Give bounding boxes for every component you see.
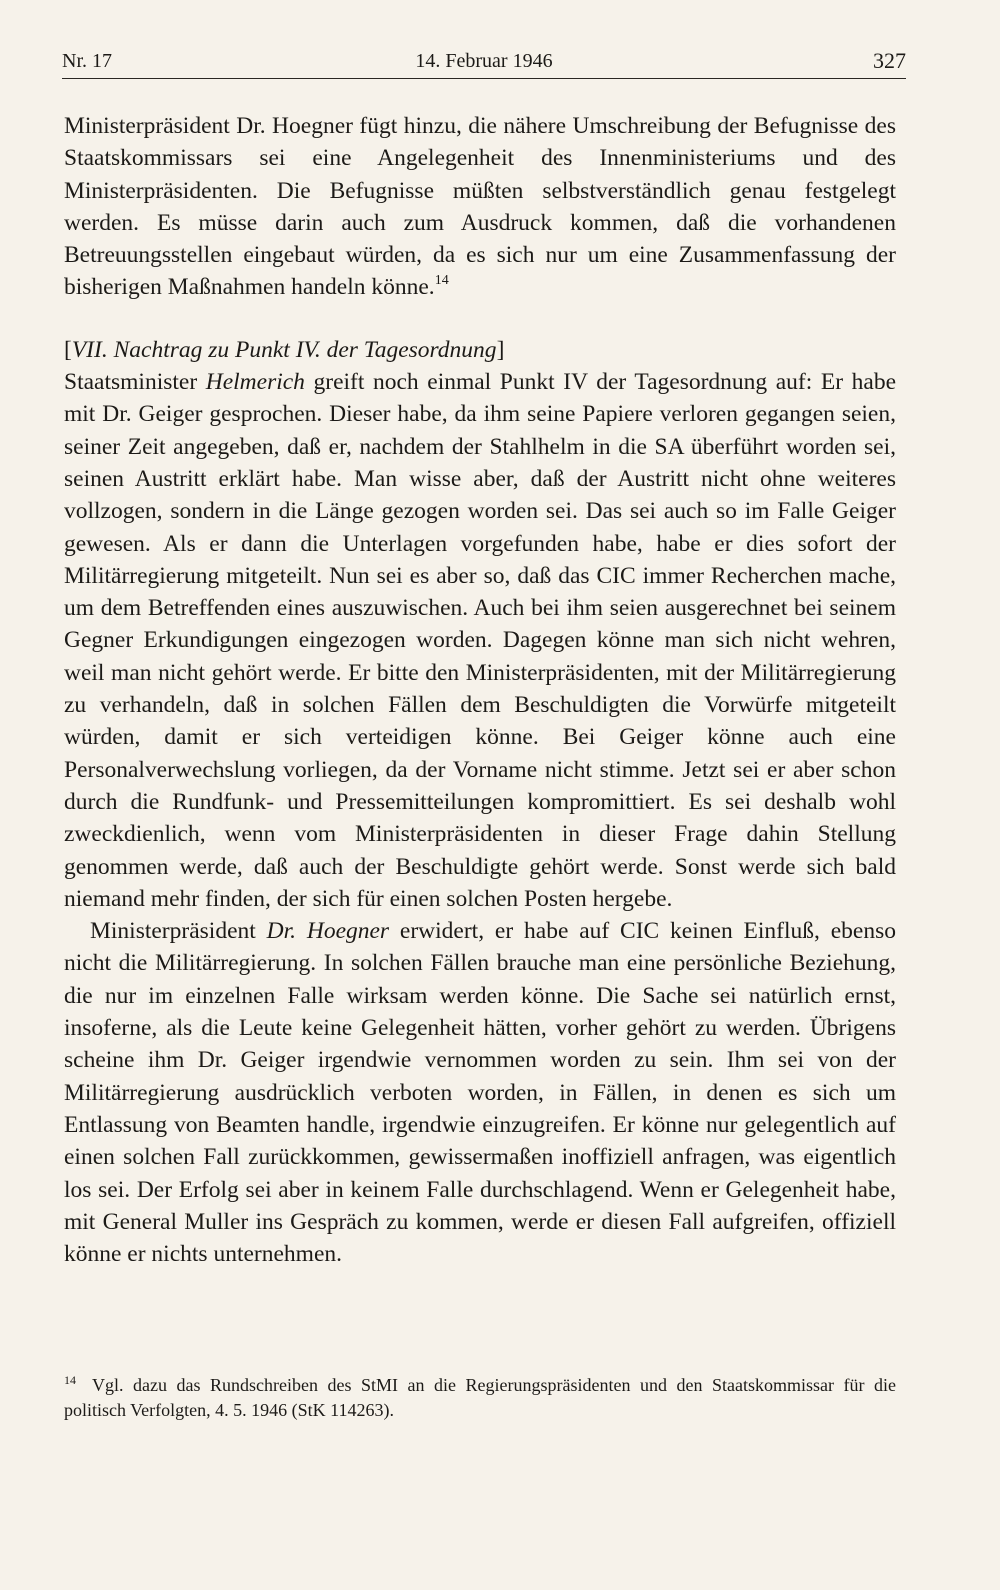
speaker-name: Helmerich xyxy=(205,369,305,396)
heading-text: VII. Nachtrag zu Punkt IV. der Tagesordnung xyxy=(71,336,497,363)
main-text xyxy=(64,110,896,1270)
footnote xyxy=(64,1368,896,1423)
section-heading xyxy=(64,334,896,366)
speaker-name: Dr. Hoegner xyxy=(266,918,390,945)
paragraph-text: erwidert, er habe auf CIC keinen Einfluß, ebenso nicht die Militärregierung. In solchen Fällen brauche man eine persönliche Beziehung, die nur im einzelnen Falle wirksam werden könne. Die Sache sei natürlich ernst, insoferne, als die Leute keine Gelegenheit hätten, vorher gehört zu werden. Übrigens scheine ihm Dr. Geiger irgendwie vernommen worden zu sein. Ihm sei von der Militärregierung ausdrücklich verboten worden, in Fällen, in denen es sich um Entlassung von Beamten handle, irgendwie einzugreifen. Er könne nur gelegentlich auf einen solchen Fall zurückkommen, gewissermaßen inoffiziell anfragen, was eigentlich los sei. Der Erfolg sei aber in keinem Falle durchschlagend. Wenn er Gelegenheit habe, mit General Muller ins Gespräch zu kommen, werde er diesen Fall aufgreifen, offiziell könne er nichts unternehmen. xyxy=(64,918,896,1268)
paragraph-hoegner-statement xyxy=(64,110,896,304)
heading-open-bracket: [ xyxy=(64,336,72,363)
paragraph-helmerich xyxy=(64,366,896,915)
paragraph-hoegner-reply xyxy=(64,915,896,1270)
running-header xyxy=(62,44,906,79)
page-number: 327 xyxy=(873,48,906,73)
footnote-mark: 14 xyxy=(64,1373,76,1387)
paragraph-text: greift noch einmal Punkt IV der Tagesordnung auf: Er habe mit Dr. Geiger gesprochen. Dieser habe, da ihm seine Papiere verloren gegangen seien, seiner Zeit angegeben, daß er, nachdem der Stahlhelm in die SA überführt worden sei, seinen Austritt erklärt habe. Man wisse aber, daß der Austritt nicht ohne weiteres vollzogen, sondern in die Länge gezogen worden sei. Das sei auch so im Falle Geiger gewesen. Als er dann die Unterlagen vorgefunden habe, habe er dies sofort der Militärregierung mitgeteilt. Nun sei es aber so, daß das CIC immer Recherchen mache, um dem Betreffenden eines auszuwischen. Auch bei ihm seien ausgerechnet bei seinem Gegner Erkundigungen eingezogen worden. Dagegen könne man sich nicht wehren, weil man nicht gehört werde. Er bitte den Ministerpräsidenten, mit der Militärregierung zu verhandeln, daß in solchen Fällen dem Beschuldigten die Vorwürfe mitgeteilt würden, damit er sich verteidigen könne. Bei Geiger könne auch eine Personalverwechslung vorliegen, da der Vorname nicht stimme. Jetzt sei er aber schon durch die Rundfunk- und Pressemitteilungen kompromittiert. Es sei deshalb wohl zweckdienlich, wenn vom Ministerpräsidenten in dieser Frage dahin Stellung genommen werde, daß auch der Beschuldigte gehört werde. Sonst werde sich bald niemand mehr finden, der sich für einen solchen Posten hergebe. xyxy=(64,369,896,912)
speaker-prefix: Staatsminister xyxy=(64,369,206,396)
heading-close-bracket: ] xyxy=(496,336,505,363)
paragraph-text: Ministerpräsident Dr. Hoegner fügt hinzu, die nähere Umschreibung der Befugnisse des Staatskommissars sei eine Angelegenheit des Innenministeriums und des Ministerpräsidenten. Die Befugnisse müßten selbstverständlich genau festgelegt werden. Es müsse darin auch zum Ausdruck kommen, daß die vorhandenen Betreuungsstellen eingebaut würden, da es sich nur um eine Zusammenfassung der bisherigen Maßnahmen handeln könne. xyxy=(64,113,896,301)
document-number: Nr. 17 xyxy=(62,50,112,72)
speaker-prefix: Ministerpräsident xyxy=(90,918,267,945)
footnote-reference[interactable]: 14 xyxy=(434,273,449,289)
footnote-text: Vgl. dazu das Rundschreiben des StMI an die Regierungspräsidenten und den Staatskommissar für die politisch Verfolgten, 4. 5. 1946 (StK 114263). xyxy=(64,1375,896,1420)
header-date: 14. Februar 1946 xyxy=(415,50,553,72)
